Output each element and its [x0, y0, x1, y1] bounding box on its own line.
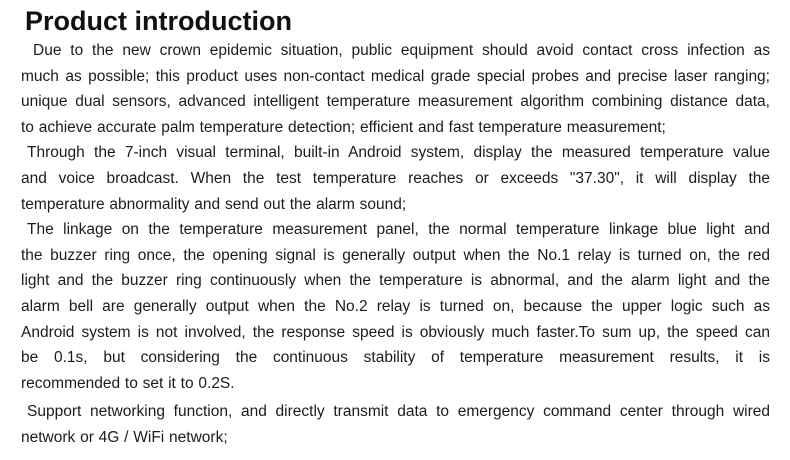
text-line: Android system is not involved, the response speed is obviously much faster.To sum up, the speed can	[21, 323, 770, 341]
text-line: light and the buzzer ring continuously when the temperature is abnormal, and the alarm light and the	[21, 272, 770, 290]
page-title: Product introduction	[25, 6, 292, 36]
text-line: be 0.1s, but considering the continuous stability of temperature measurement results, it is	[21, 349, 770, 367]
text-line: to achieve accurate palm temperature detection; efficient and fast temperature measurement;	[21, 118, 666, 136]
text-line: Through the 7-inch visual terminal, built-in Android system, display the measured temperature value	[27, 144, 770, 162]
text-line: and voice broadcast. When the test temperature reaches or exceeds "37.30", it will display the	[21, 169, 770, 187]
text-line: recommended to set it to 0.2S.	[21, 374, 235, 392]
text-line: unique dual sensors, advanced intelligent temperature measurement algorithm combining distance data,	[21, 93, 770, 111]
paragraph-terminal	[21, 140, 770, 217]
text-line: The linkage on the temperature measurement panel, the normal temperature linkage blue light and	[27, 221, 770, 239]
text-line: Support networking function, and directly transmit data to emergency command center through wired	[27, 403, 770, 421]
text-line: alarm bell are generally output when the No.2 relay is turned on, because the upper logic such as	[21, 297, 770, 315]
text-line: temperature abnormality and send out the alarm sound;	[21, 195, 407, 213]
text-line: much as possible; this product uses non-contact medical grade special probes and precise laser ranging;	[21, 67, 770, 85]
paragraph-linkage	[21, 217, 770, 396]
paragraph-networking	[21, 399, 770, 450]
text-line: the buzzer ring once, the opening signal is generally output when the No.1 relay is turned on, the red	[21, 246, 770, 264]
text-line: Due to the new crown epidemic situation, public equipment should avoid contact cross infection as	[33, 42, 770, 59]
paragraph-intro	[21, 38, 770, 140]
text-line: network or 4G / WiFi network;	[21, 428, 228, 446]
